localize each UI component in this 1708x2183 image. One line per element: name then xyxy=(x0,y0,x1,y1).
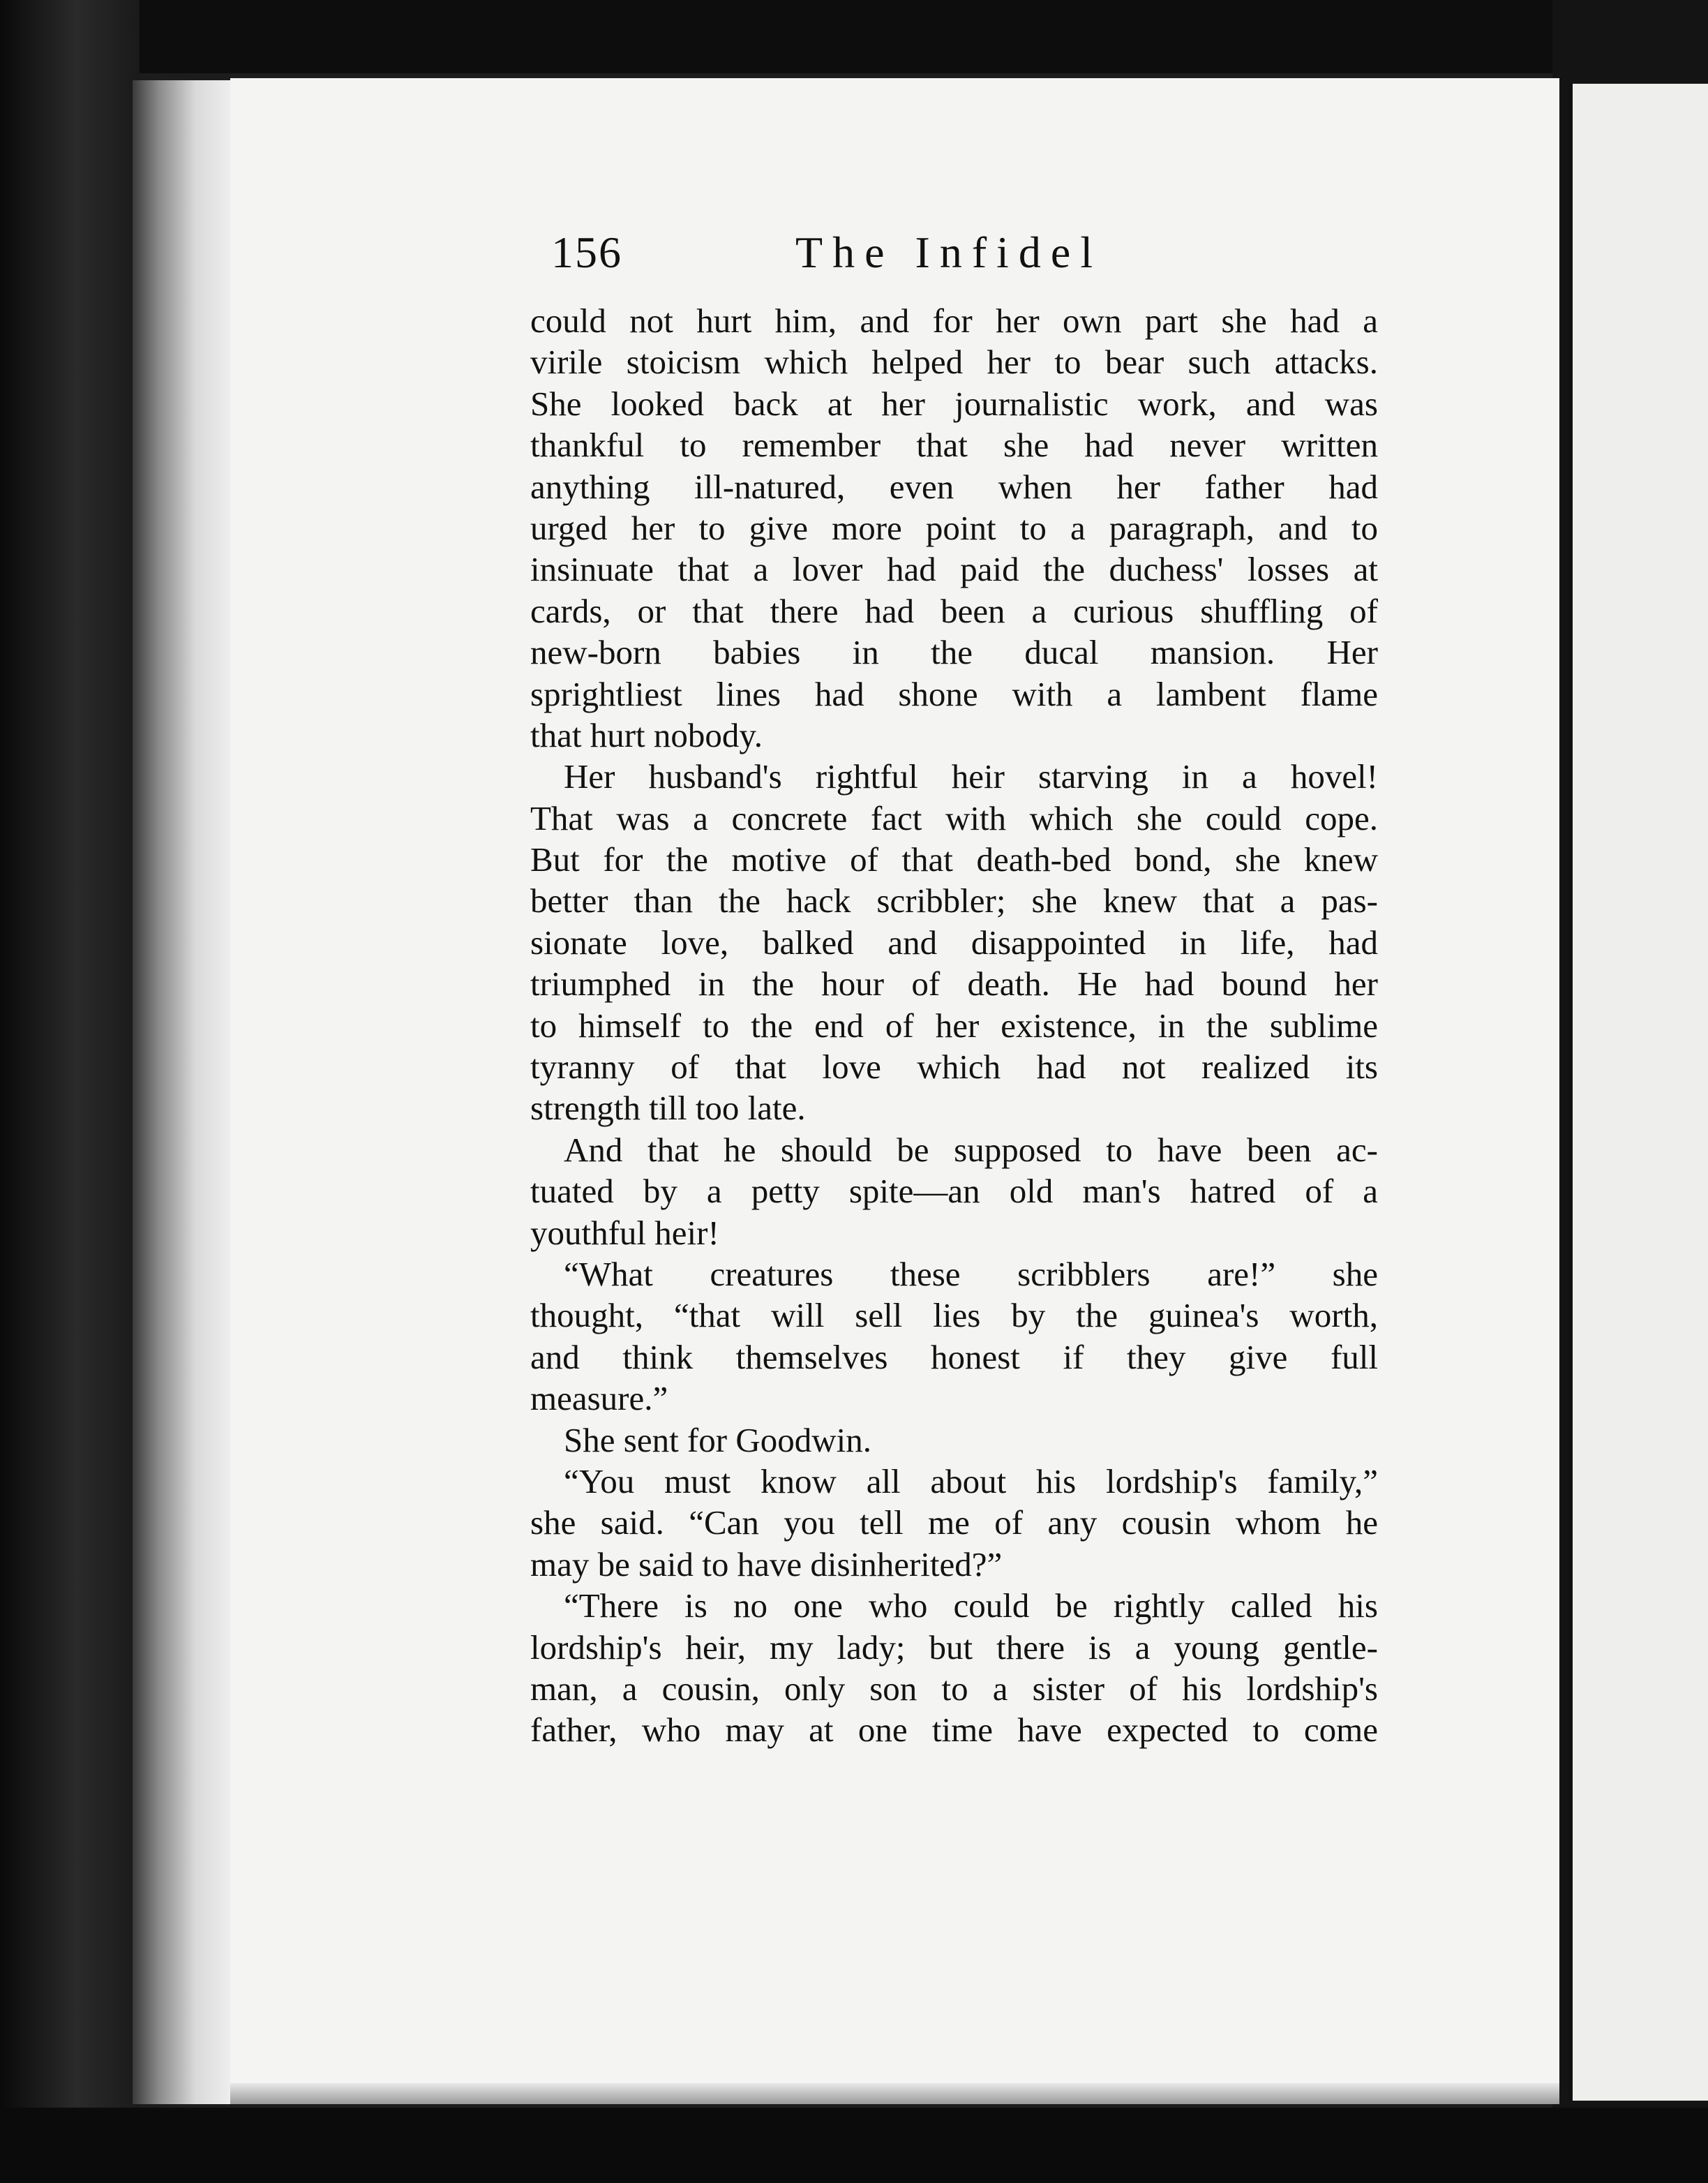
scan-background-top xyxy=(0,0,1708,73)
scan-background-left xyxy=(0,0,140,2183)
text-line: But for the motive of that death-bed bond, she knew xyxy=(530,840,1378,879)
text-line: that hurt nobody. xyxy=(530,715,763,754)
text-line: triumphed in the hour of death. He had bound her xyxy=(530,964,1378,1004)
text-line: She looked back at her journalistic work, and was xyxy=(530,384,1378,423)
scan-background-bottom xyxy=(0,2108,1708,2183)
text-line: urged her to give more point to a paragraph, and to xyxy=(530,508,1378,547)
text-line: insinuate that a lover had paid the duchess' losses at xyxy=(530,550,1378,589)
text-line: could not hurt him, and for her own part she had a xyxy=(530,301,1378,340)
text-line: youthful heir! xyxy=(530,1213,719,1252)
text-line: new-born babies in the ducal mansion. Her xyxy=(530,633,1378,672)
text-line: tuated by a petty spite—an old man's hatred of a xyxy=(530,1172,1378,1211)
text-line: She sent for Goodwin. xyxy=(564,1420,871,1459)
text-line: strength till too late. xyxy=(530,1089,806,1128)
text-line: cards, or that there had been a curious shuffling of xyxy=(530,591,1378,630)
text-line: Her husband's rightful heir starving in a hovel! xyxy=(564,757,1378,796)
text-line: “There is no one who could be rightly called his xyxy=(564,1586,1378,1625)
text-line: “You must know all about his lordship's family,” xyxy=(564,1461,1378,1500)
text-line: virile stoicism which helped her to bear such attacks. xyxy=(530,343,1378,382)
facing-page-edge xyxy=(1568,84,1708,2101)
page-fore-edge xyxy=(133,80,237,2104)
text-line: and think themselves honest if they give full xyxy=(530,1337,1378,1376)
text-line: That was a concrete fact with which she could cope. xyxy=(530,798,1378,837)
text-line: sprightliest lines had shone with a lambent flame xyxy=(530,674,1378,713)
page-number: 156 xyxy=(551,228,622,277)
text-line: thankful to remember that she had never written xyxy=(530,426,1378,465)
text-line: father, who may at one time have expected to come xyxy=(530,1711,1378,1750)
text-line: And that he should be supposed to have been ac- xyxy=(564,1130,1378,1169)
running-title: The Infidel xyxy=(795,228,1103,277)
text-line: “What creatures these scribblers are!” she xyxy=(564,1254,1378,1293)
text-line: she said. “Can you tell me of any cousin whom he xyxy=(530,1503,1378,1542)
body-text xyxy=(530,300,1378,1751)
text-line: anything ill-natured, even when her father had xyxy=(530,467,1378,506)
text-line: thought, “that will sell lies by the guinea's worth, xyxy=(530,1296,1378,1335)
text-line: lordship's heir, my lady; but there is a young gentle- xyxy=(530,1627,1378,1667)
text-line: measure.” xyxy=(530,1379,668,1418)
text-line: better than the hack scribbler; she knew that a pas- xyxy=(530,881,1378,921)
running-header xyxy=(551,227,1374,290)
text-line: may be said to have disinherited?” xyxy=(530,1544,1003,1584)
text-line: sionate love, balked and disappointed in life, had xyxy=(530,923,1378,962)
text-line: tyranny of that love which had not realized its xyxy=(530,1048,1378,1087)
text-line: man, a cousin, only son to a sister of his lordship's xyxy=(530,1669,1378,1708)
text-line: to himself to the end of her existence, in the sublime xyxy=(530,1006,1378,1045)
page-bottom-edge xyxy=(230,2083,1559,2104)
